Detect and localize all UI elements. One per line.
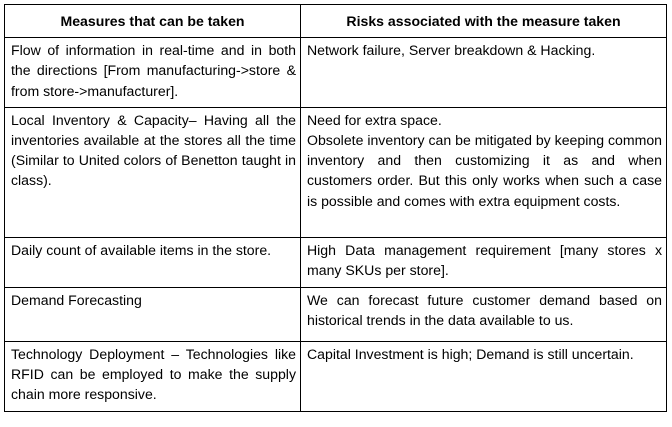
measure-cell: Flow of information in real-time and in both the directions [From manufacturing->store & from store->manufacturer]. <box>5 38 301 108</box>
risk-cell <box>301 341 667 411</box>
measure-cell: Technology Deployment – Technologies like RFID can be employed to make the supply chain more responsive. <box>5 341 301 411</box>
risk-cell <box>301 38 667 108</box>
table-row <box>5 287 667 341</box>
measures-risks-table <box>4 4 667 412</box>
risk-cell <box>301 237 667 287</box>
risk-text: Need for extra space. <box>307 111 442 128</box>
header-row <box>5 5 667 38</box>
table-row <box>5 341 667 411</box>
measure-cell: Daily count of available items in the store. <box>5 237 301 287</box>
risk-text: Capital Investment is high; Demand is still uncertain. <box>307 345 634 362</box>
risk-text: We can forecast future customer demand based on historical trends in the data available to us. <box>307 291 662 329</box>
measure-cell: Local Inventory & Capacity– Having all the inventories available at the stores all the time (Similar to United colors of Benetton taught in class). <box>5 107 301 237</box>
table-row <box>5 107 667 237</box>
measure-cell: Demand Forecasting <box>5 287 301 341</box>
table-row <box>5 38 667 108</box>
risk-text: Network failure, Server breakdown & Hacking. <box>307 42 596 59</box>
table-row <box>5 237 667 287</box>
risk-cell <box>301 107 667 237</box>
risk-cell <box>301 287 667 341</box>
risk-text: High Data management requirement [many stores x many SKUs per store]. <box>307 241 662 279</box>
header-risks: Risks associated with the measure taken <box>301 5 667 38</box>
risk-text: Obsolete inventory can be mitigated by keeping common inventory and then customizing it as and when customers order. But this only works when such a case is possible and comes with extra equipment costs. <box>307 132 662 209</box>
header-measures: Measures that can be taken <box>5 5 301 38</box>
